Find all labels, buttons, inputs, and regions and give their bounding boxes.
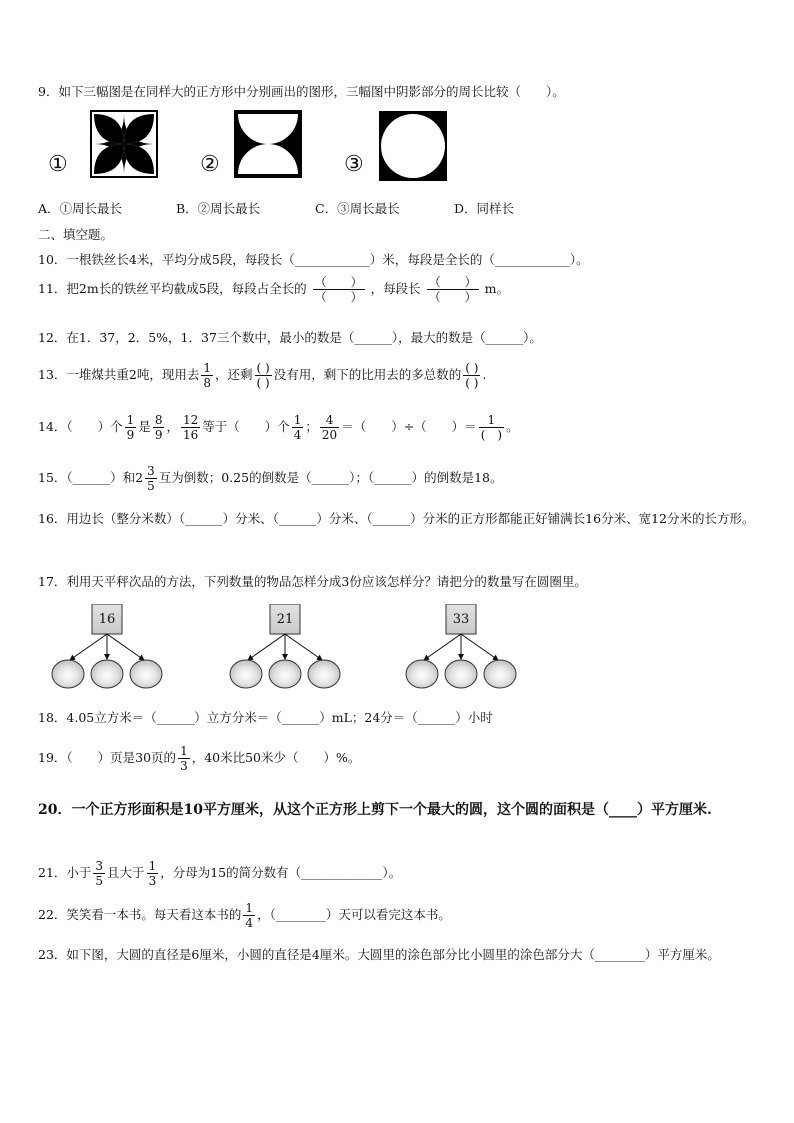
q14-fraction-6: $\frac{1}{( )}$: [480, 413, 503, 442]
q19-part-a: 19．（ ）页是30页的: [38, 750, 177, 765]
q21-fraction-2: $\frac{1}{3}$: [148, 859, 157, 888]
q13-part-b: ，还剩: [215, 367, 253, 382]
q13-part-c: 没有用，剩下的比用去的多总数的: [273, 367, 462, 382]
section-heading: 二、填空题。: [38, 227, 114, 242]
q14-fraction-5: $\frac{4}{20}$: [321, 413, 338, 442]
q13-fraction: $\frac{1}{8}$: [203, 361, 211, 390]
figure-1-label: ①: [48, 152, 68, 177]
q14-part-b: 是: [138, 419, 151, 434]
q22-part-a: 22．笑笑看一本书。每天看这本书的: [38, 907, 242, 922]
q15-fraction: $\frac{3}{5}$: [147, 464, 155, 493]
figure-2-semicircles-square: [234, 110, 302, 178]
question-20: 20．一个正方形面积是10平方厘米，从这个正方形上剪下一个最大的圆，这个圆的面积是（____）平方厘米.: [38, 802, 712, 818]
q13-blank-fraction-2: $\frac{( )}{( )}$: [465, 361, 479, 390]
question-14: [38, 414, 519, 441]
question-13: [38, 362, 486, 389]
option-a: A．①周长最长: [38, 201, 123, 216]
q14-fraction-2: $\frac{8}{9}$: [154, 413, 163, 442]
option-b: B．②周长最长: [176, 201, 261, 216]
q15-part-b: 互为倒数；0.25的倒数是（______）；（______）的倒数是18。: [158, 470, 503, 485]
question-23: 23．如下图，大圆的直径是6厘米，小圆的直径是4厘米。大圆里的涂色部分比小圆里的涂色部分大（________）平方厘米。: [38, 947, 720, 962]
question-12: 12．在1．3̇7̇，2．5%，1．37三个数中，最小的数是（______），最大的数是（______）。: [38, 330, 542, 345]
question-18: 18．4.05立方米＝（______）立方分米＝（______）mL；24分＝（______）小时: [38, 710, 493, 725]
q17-box-3-value: 33: [452, 612, 470, 627]
q22-fraction: $\frac{1}{4}$: [245, 901, 254, 930]
q21-part-a: 21．小于: [38, 865, 92, 880]
question-9-text: 9．如下三幅图是在同样大的正方形中分别画出的图形，三幅图中阴影部分的周长比较（ ）。: [38, 84, 565, 99]
q15-part-a: 15．（______）和2: [38, 470, 144, 485]
figure-3-label: ③: [344, 152, 364, 177]
q22-part-b: ，（________）天可以看完这本书。: [257, 907, 451, 922]
q11-blank-fraction-1: $\frac{( )}{( )}$: [314, 275, 363, 304]
q14-part-d: 等于（ ）个: [202, 419, 290, 434]
question-22: [38, 902, 451, 929]
q11-part-c: m。: [484, 281, 510, 296]
q13-part-a: 13．一堆煤共重2吨，现用去: [38, 367, 200, 382]
question-10: 10．一根铁丝长4米，平均分成5段，每段长（____________）米，每段是全长的（____________）。: [38, 252, 589, 267]
q19-part-b: ，40米比50米少（ ）%。: [191, 750, 361, 765]
q11-blank-fraction-2: $\frac{( )}{( )}$: [428, 275, 477, 304]
q14-fraction-1: $\frac{1}{9}$: [126, 413, 135, 442]
question-16: 16．用边长（整分米数）（______）分米、（______）分米、（______）分米的正方形都能正好铺满长16分米、宽12分米的长方形。: [38, 511, 755, 526]
q14-fraction-4: $\frac{1}{4}$: [293, 413, 302, 442]
figure-3-circle-square: [378, 110, 448, 182]
question-17-text: 17．利用天平秤次品的方法，下列数量的物品怎样分成3份应该怎样分？请把分的数量写在圆圈里。: [38, 574, 587, 589]
q14-part-f: ＝（ ）÷（ ）＝: [341, 419, 477, 434]
figure-2-label: ②: [200, 152, 220, 177]
q14-part-a: 14．（ ）个: [38, 419, 123, 434]
question-19: [38, 745, 360, 772]
q14-part-e: ；: [305, 419, 318, 434]
q19-fraction: $\frac{1}{3}$: [180, 744, 188, 773]
q21-part-b: 且大于: [107, 865, 145, 880]
question-21: [38, 860, 401, 887]
option-d: D．同样长: [454, 201, 515, 216]
q14-part-g: 。: [506, 419, 519, 434]
q14-fraction-3: $\frac{12}{16}$: [182, 413, 199, 442]
q11-part-a: 11．把2m长的铁丝平均截成5段，每段占全长的: [38, 281, 307, 296]
q13-blank-fraction-1: $\frac{( )}{( )}$: [256, 361, 270, 390]
question-11: [38, 276, 509, 303]
q17-box-2-value: 21: [276, 612, 294, 627]
q14-part-c: ，: [166, 419, 179, 434]
q13-part-d: .: [482, 367, 487, 382]
q17-box-1-value: 16: [98, 612, 116, 627]
question-15: [38, 465, 503, 492]
q21-fraction-1: $\frac{3}{5}$: [95, 859, 104, 888]
figure-1-star-square: [90, 110, 158, 178]
q11-part-b: ，每段长: [370, 281, 421, 296]
option-c: C．③周长最长: [315, 201, 400, 216]
q21-part-c: ，分母为15的简分数有（_____________）。: [160, 865, 402, 880]
